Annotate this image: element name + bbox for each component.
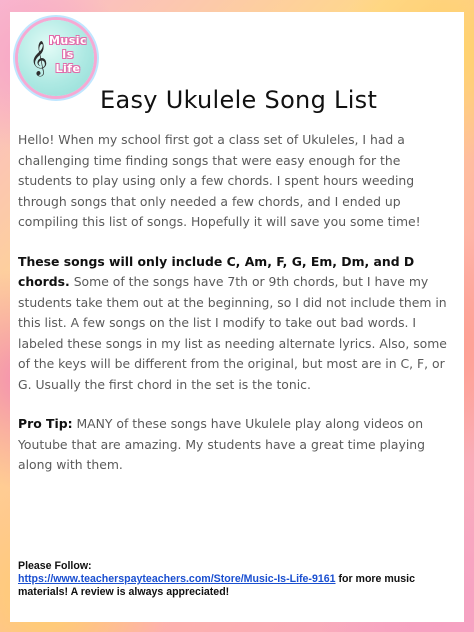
protip-text: MANY of these songs have Ukulele play along videos on Youtube that are amazing. My students have a great time playing along with them. [18, 416, 425, 472]
chords-paragraph [18, 252, 458, 396]
intro-paragraph: Hello! When my school first got a class set of Ukuleles, I had a challenging time finding songs that were easy enough for the students to play using only a few chords. I spent hours weeding through songs that only needed a few chords, and I ended up compiling this list of songs. Hopefully it will save you some time! [18, 132, 421, 229]
logo-text-line1: Music [48, 34, 88, 47]
document-body [18, 130, 458, 495]
chords-rest-text: Some of the songs have 7th or 9th chords, but I have my students take them out at the beginning, so I did not include them in this list. A few songs on the list I modify to take out bad words. I labeled these songs in my list as needing alternate lyrics. Also, some of the keys will be different from the original, but most are in C, F, or G. Usually the first chord in the set is the tonic. [18, 274, 447, 392]
logo-text [46, 34, 90, 76]
music-is-life-logo [18, 20, 94, 96]
logo-text-line3: Life [55, 62, 81, 75]
follow-line [18, 573, 458, 599]
chords-bold-text: These songs will only include C, Am, F, G, Em, Dm, and D chords. [18, 253, 415, 289]
store-link[interactable]: https://www.teacherspayteachers.com/Store/Music-Is-Life-9161 [18, 573, 336, 585]
follow-footer [18, 560, 458, 599]
protip-label: Pro Tip: [18, 416, 73, 431]
follow-label: Please Follow: [18, 560, 92, 572]
protip-paragraph [18, 414, 458, 476]
document-card [10, 12, 464, 622]
follow-after-link: for more music materials! A review is always appreciated! [18, 573, 416, 598]
logo-text-line2: Is [62, 48, 74, 61]
page-title: Easy Ukulele Song List [100, 86, 378, 114]
treble-clef-icon: 𝄞 [30, 41, 48, 76]
